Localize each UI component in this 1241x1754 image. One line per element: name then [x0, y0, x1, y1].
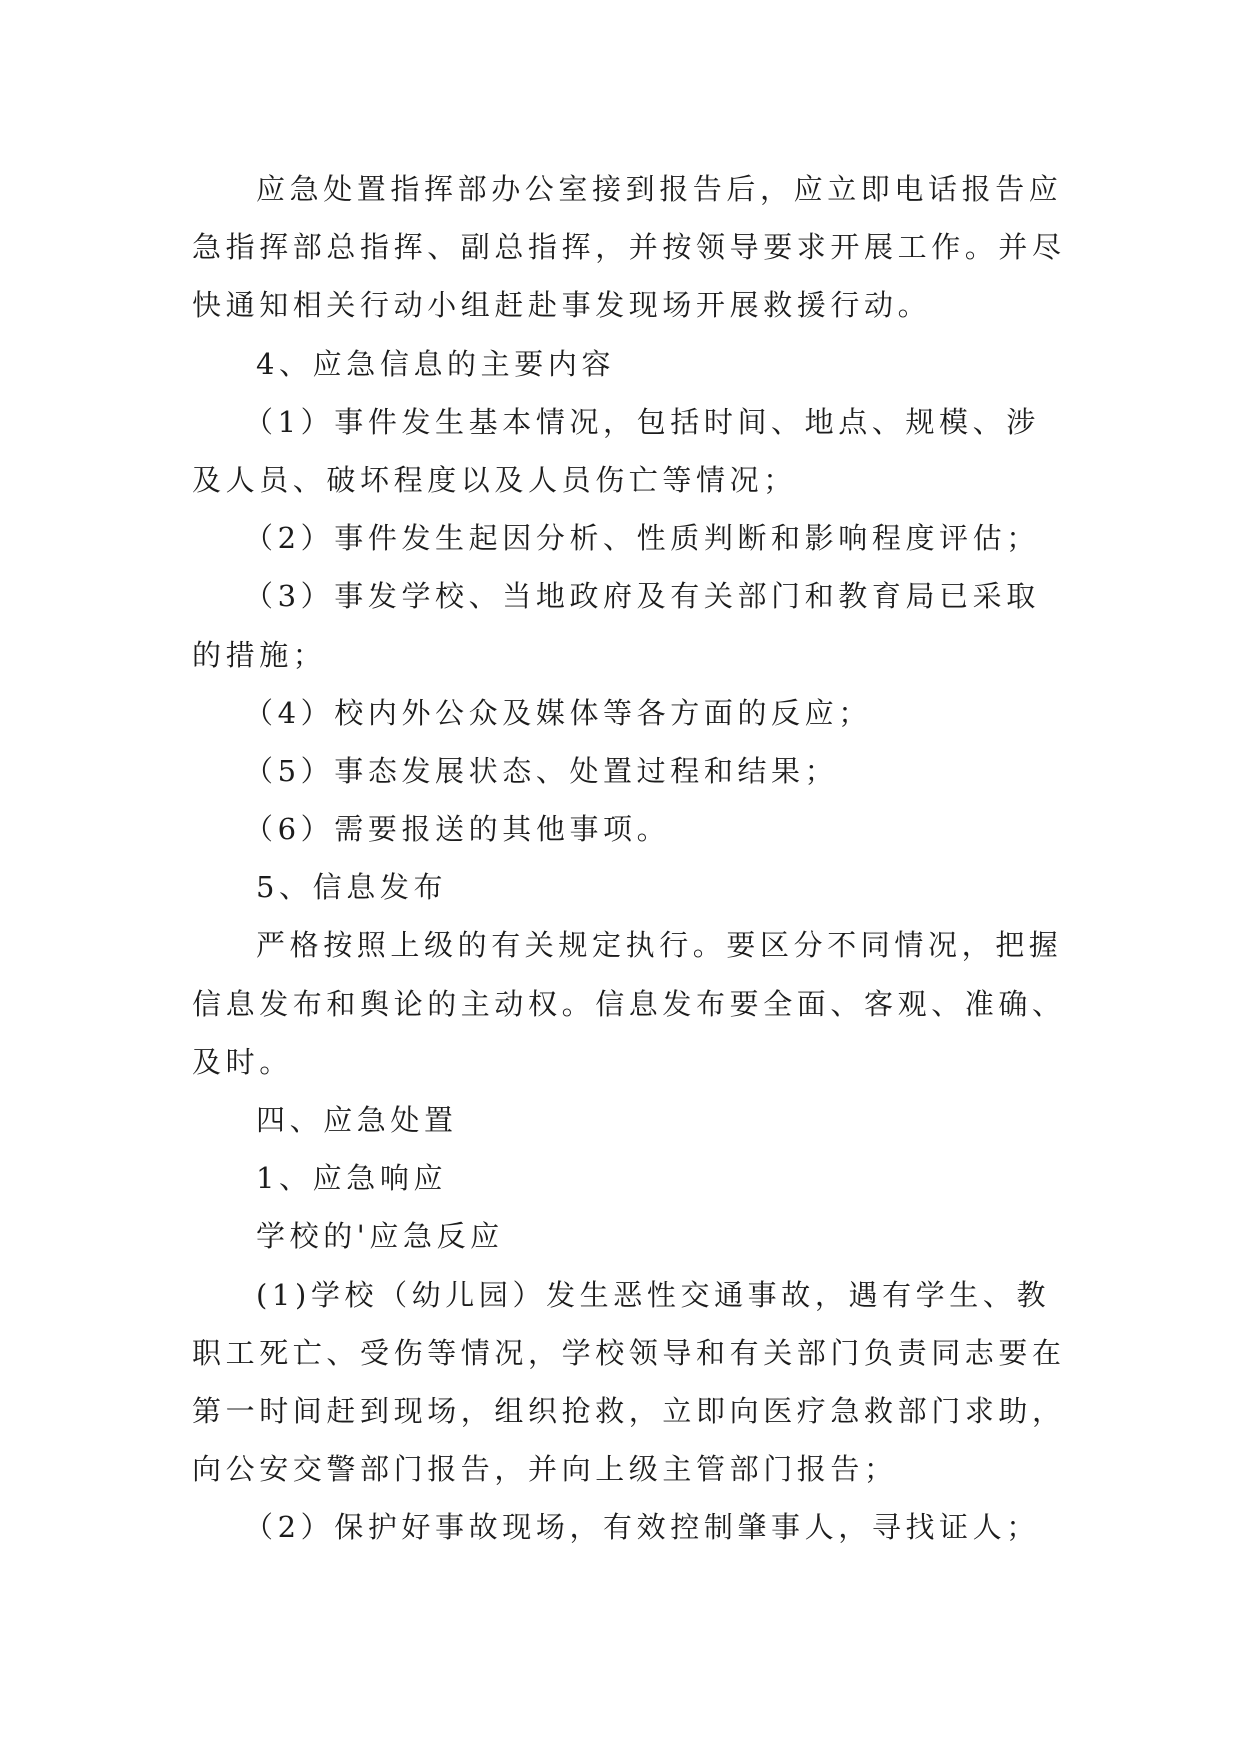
- section-heading: 四、应急处置: [256, 1103, 458, 1137]
- paragraph-line: 向公安交警部门报告，并向上级主管部门报告；: [192, 1452, 898, 1487]
- paragraph-line: 及时。: [192, 1044, 293, 1079]
- document-body: [192, 160, 1066, 1557]
- paragraph-line: 快通知相关行动小组赶赴事发现场开展救援行动。: [192, 288, 932, 323]
- section-heading: 1、应急响应: [256, 1161, 448, 1196]
- list-item: （6）需要报送的其他事项。: [244, 812, 671, 847]
- paragraph-line: 急指挥部总指挥、副总指挥，并按领导要求开展工作。并尽: [192, 230, 1066, 265]
- section-heading: 5、信息发布: [256, 870, 448, 905]
- list-item: （2）保护好事故现场，有效控制肇事人，寻找证人；: [244, 1510, 1040, 1545]
- list-item: （4）校内外公众及媒体等各方面的反应；: [244, 695, 872, 730]
- paragraph-line: 严格按照上级的有关规定执行。要区分不同情况，把握: [256, 928, 1063, 963]
- list-item: （3）事发学校、当地政府及有关部门和教育局已采取: [244, 579, 1040, 614]
- paragraph-line: 及人员、破坏程度以及人员伤亡等情况；: [192, 462, 797, 497]
- paragraph-line: 应急处置指挥部办公室接到报告后，应立即电话报告应: [256, 172, 1063, 206]
- section-heading: 4、应急信息的主要内容: [256, 346, 616, 381]
- list-item: （5）事态发展状态、处置过程和结果；: [244, 753, 839, 788]
- list-item: （2）事件发生起因分析、性质判断和影响程度评估；: [244, 521, 1040, 556]
- paragraph-line: 信息发布和舆论的主动权。信息发布要全面、客观、准确、: [192, 986, 1066, 1021]
- list-item: （1）事件发生基本情况，包括时间、地点、规模、涉: [244, 404, 1040, 439]
- paragraph-line: 的措施；: [192, 637, 327, 672]
- list-item: (1)学校（幼儿园）发生恶性交通事故，遇有学生、教: [256, 1277, 1051, 1312]
- paragraph-line: 第一时间赶到现场，组织抢救，立即向医疗急救部门求助，: [192, 1393, 1066, 1428]
- paragraph-line: 学校的'应急反应: [256, 1219, 504, 1254]
- paragraph-line: 职工死亡、受伤等情况，学校领导和有关部门负责同志要在: [192, 1335, 1066, 1370]
